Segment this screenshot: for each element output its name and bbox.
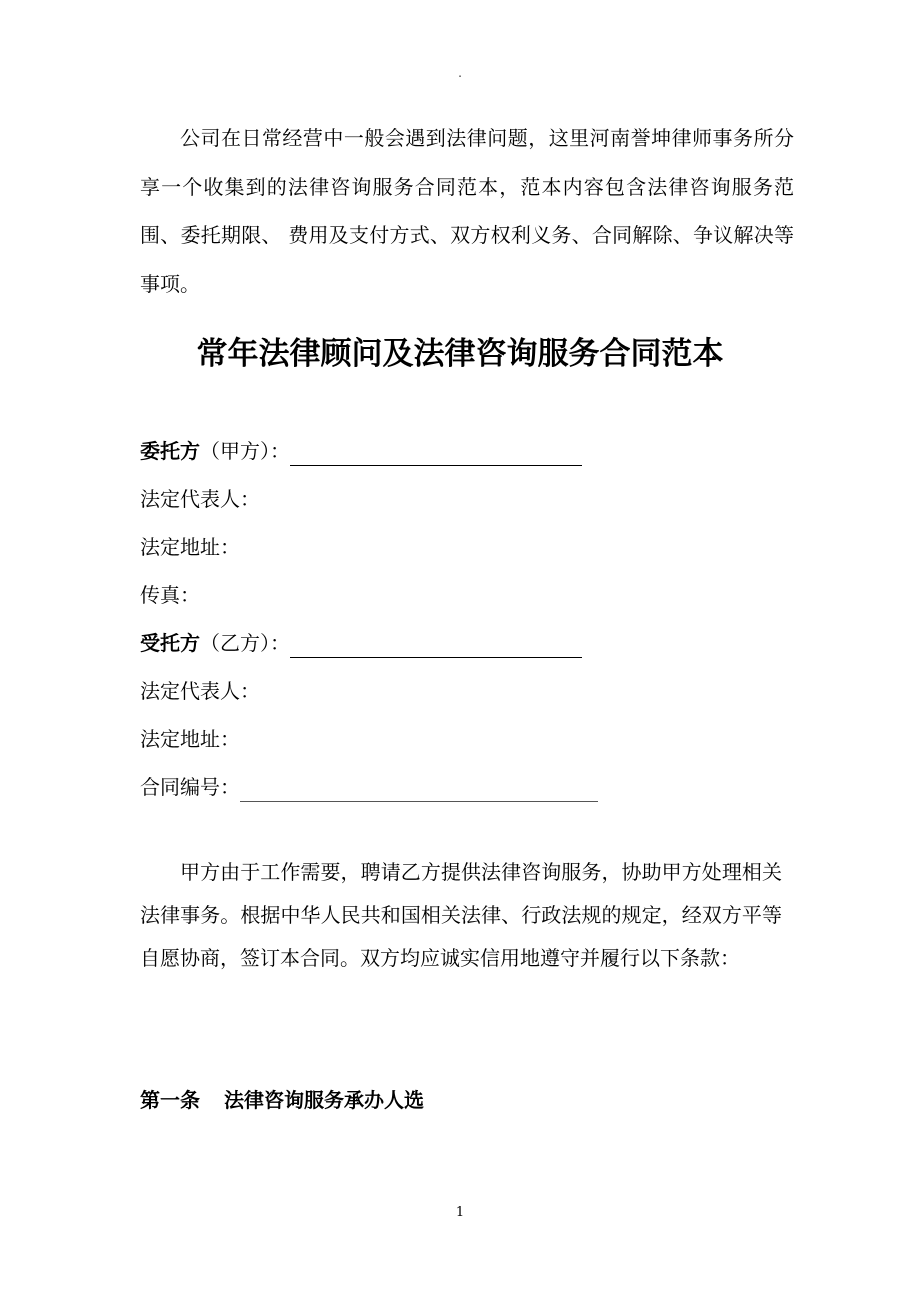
section-1-heading: [140, 1085, 424, 1115]
party-b-label-suffix: （乙方）：: [200, 631, 290, 655]
page-number: 1: [455, 1205, 465, 1220]
party-b-blank: [290, 637, 582, 658]
party-b-label: 受托方: [140, 631, 200, 655]
contract-number-label: 合同编号：: [140, 775, 240, 799]
party-a-representative: 法定代表人：: [140, 487, 260, 511]
party-a-address: 法定地址：: [140, 535, 240, 559]
party-b-address: 法定地址：: [140, 727, 240, 751]
party-b-representative: 法定代表人：: [140, 679, 260, 703]
document-title: 常年法律顾问及法律咨询服务合同范本: [196, 336, 724, 372]
header-mark: .: [458, 66, 462, 80]
body-paragraph: 甲方由于工作需要，聘请乙方提供法律咨询服务，协助甲方处理相关法律事务。根据中华人民共和国相关法律、行政法规的规定，经双方平等自愿协商，签订本合同。双方均应诚实信用地遵守并履行以下条款：: [140, 860, 782, 970]
contract-number-blank: [240, 781, 598, 802]
party-a-blank: [290, 445, 582, 466]
party-a-label: 委托方: [140, 439, 200, 463]
contract-number-line: [140, 772, 598, 802]
section-1-title: 法律咨询服务承办人选: [224, 1088, 424, 1112]
party-b-line: [140, 628, 582, 658]
party-a-line: [140, 436, 582, 466]
section-1-number: 第一条: [140, 1088, 200, 1112]
intro-paragraph: 公司在日常经营中一般会遇到法律问题，这里河南誉坤律师事务所分享一个收集到的法律咨询服务合同范本，范本内容包含法律咨询服务范围、委托期限、 费用及支付方式、双方权利义务、合同解除、争议解决等事项。: [140, 126, 794, 296]
party-a-fax: 传真：: [140, 583, 200, 607]
party-a-label-suffix: （甲方）：: [200, 439, 290, 463]
